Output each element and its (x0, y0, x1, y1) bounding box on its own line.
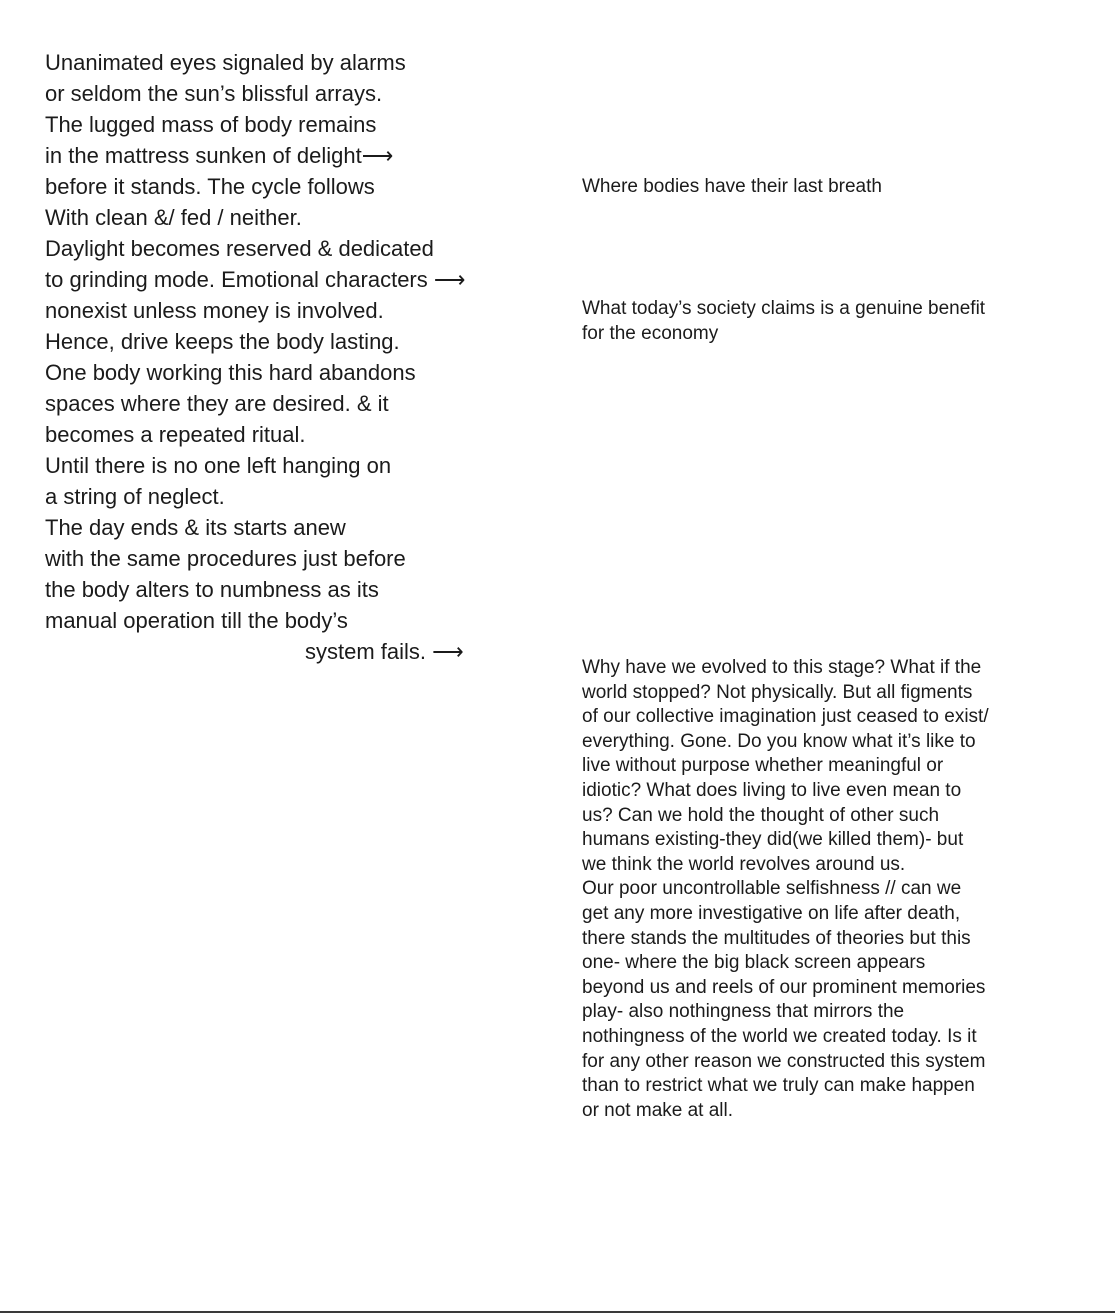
poem-line: spaces where they are desired. & it (45, 391, 389, 416)
note-line: Where bodies have their last breath (582, 176, 882, 197)
poem-line: to grinding mode. Emotional characters ⟶ (45, 267, 466, 292)
note-line: we think the world revolves around us. (582, 853, 906, 875)
note-line: get any more investigative on life after death, (582, 902, 961, 924)
note-line: of our collective imagination just ceased to exist/ (582, 706, 989, 728)
poem-line: Until there is no one left hanging on (45, 453, 392, 478)
poem-line: The lugged mass of body remains (45, 112, 377, 137)
poem-line: Hence, drive keeps the body lasting. (45, 329, 400, 354)
poem-line: the body alters to numbness as its (45, 577, 379, 602)
poem-line: One body working this hard abandons (45, 360, 416, 385)
note-line: one- where the big black screen appears (582, 952, 926, 974)
margin-note-last-breath (582, 175, 1052, 200)
note-line: beyond us and reels of our prominent memories (582, 976, 986, 998)
poem-line: Daylight becomes reserved & dedicated (45, 236, 434, 261)
poem-line: nonexist unless money is involved. (45, 298, 384, 323)
note-line: idiotic? What does living to live even mean to (582, 779, 962, 801)
note-line: or not make at all. (582, 1099, 734, 1121)
note-line: us? Can we hold the thought of other such (582, 804, 940, 826)
note-line: Our poor uncontrollable selfishness // can we (582, 878, 962, 900)
poem-line: Unanimated eyes signaled by alarms (45, 50, 406, 75)
poem-line: with the same procedures just before (45, 546, 406, 571)
note-line: there stands the multitudes of theories but this (582, 927, 971, 949)
note-line: everything. Gone. Do you know what it’s like to (582, 730, 976, 752)
note-line: live without purpose whether meaningful or (582, 755, 944, 777)
note-line: humans existing-they did(we killed them)- but (582, 829, 964, 851)
note-line: for the economy (582, 322, 719, 344)
poem-line: before it stands. The cycle follows (45, 174, 375, 199)
note-line: play- also nothingness that mirrors the (582, 1001, 905, 1023)
poem-line-final: system fails. ⟶ (305, 639, 464, 664)
poem-line: The day ends & its starts anew (45, 515, 346, 540)
note-line: What today’s society claims is a genuine benefit (582, 298, 986, 319)
poem-line: manual operation till the body’s (45, 608, 348, 633)
poem-line: With clean &/ fed / neither. (45, 205, 302, 230)
margin-note-society (582, 297, 1052, 346)
margin-note-reflection (582, 656, 1052, 1123)
note-line: Why have we evolved to this stage? What if the (582, 657, 982, 678)
note-line: than to restrict what we truly can make happen (582, 1075, 975, 1097)
poem-line: a string of neglect. (45, 484, 225, 509)
poem-line: or seldom the sun’s blissful arrays. (45, 81, 383, 106)
note-line: for any other reason we constructed this system (582, 1050, 986, 1072)
poem-line: becomes a repeated ritual. (45, 422, 306, 447)
poem-block (45, 47, 515, 667)
note-line: world stopped? Not physically. But all figments (582, 681, 973, 703)
poem-line: in the mattress sunken of delight⟶ (45, 143, 394, 168)
note-line: nothingness of the world we created today. Is it (582, 1025, 977, 1047)
